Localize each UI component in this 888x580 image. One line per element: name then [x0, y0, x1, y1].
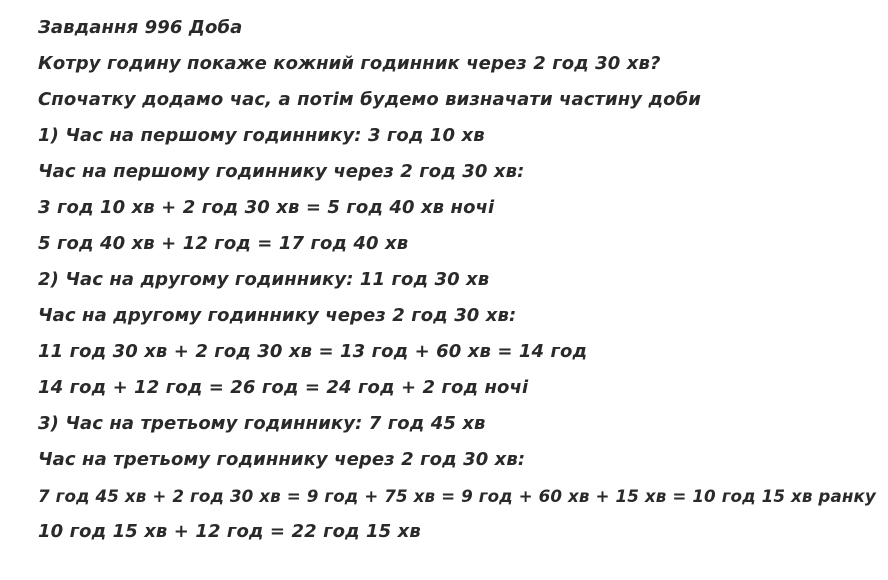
- clock-2-calc-1: 11 год 30 хв + 2 год 30 хв = 13 год + 60 хв = 14 год: [38, 341, 588, 362]
- clock-1-calc-1: 3 год 10 хв + 2 год 30 хв = 5 год 40 хв ночі: [38, 197, 495, 218]
- clock-1-calc-2: 5 год 40 хв + 12 год = 17 год 40 хв: [38, 233, 409, 254]
- clock-3-calc-2: 10 год 15 хв + 12 год = 22 год 15 хв: [38, 521, 421, 542]
- clock-1-after-label: Час на першому годиннику через 2 год 30 хв:: [38, 161, 525, 182]
- document-body: [38, 10, 884, 550]
- clock-1-time: 1) Час на першому годиннику: 3 год 10 хв: [38, 125, 485, 146]
- clock-3-calc-1: 7 год 45 хв + 2 год 30 хв = 9 год + 75 хв = 9 год + 60 хв + 15 хв = 10 год 15 хв ранку: [38, 486, 876, 506]
- clock-2-time: 2) Час на другому годиннику: 11 год 30 хв: [38, 269, 490, 290]
- clock-3-time: 3) Час на третьому годиннику: 7 год 45 хв: [38, 413, 486, 434]
- task-title: Завдання 996 Доба: [38, 17, 243, 38]
- clock-2-after-label: Час на другому годиннику через 2 год 30 хв:: [38, 305, 517, 326]
- clock-2-calc-2: 14 год + 12 год = 26 год = 24 год + 2 год ночі: [38, 377, 529, 398]
- method-note: Спочатку додамо час, а потім будемо визначати частину доби: [38, 89, 701, 110]
- task-question: Котру годину покаже кожний годинник через 2 год 30 хв?: [38, 53, 661, 74]
- clock-3-after-label: Час на третьому годиннику через 2 год 30 хв:: [38, 449, 526, 470]
